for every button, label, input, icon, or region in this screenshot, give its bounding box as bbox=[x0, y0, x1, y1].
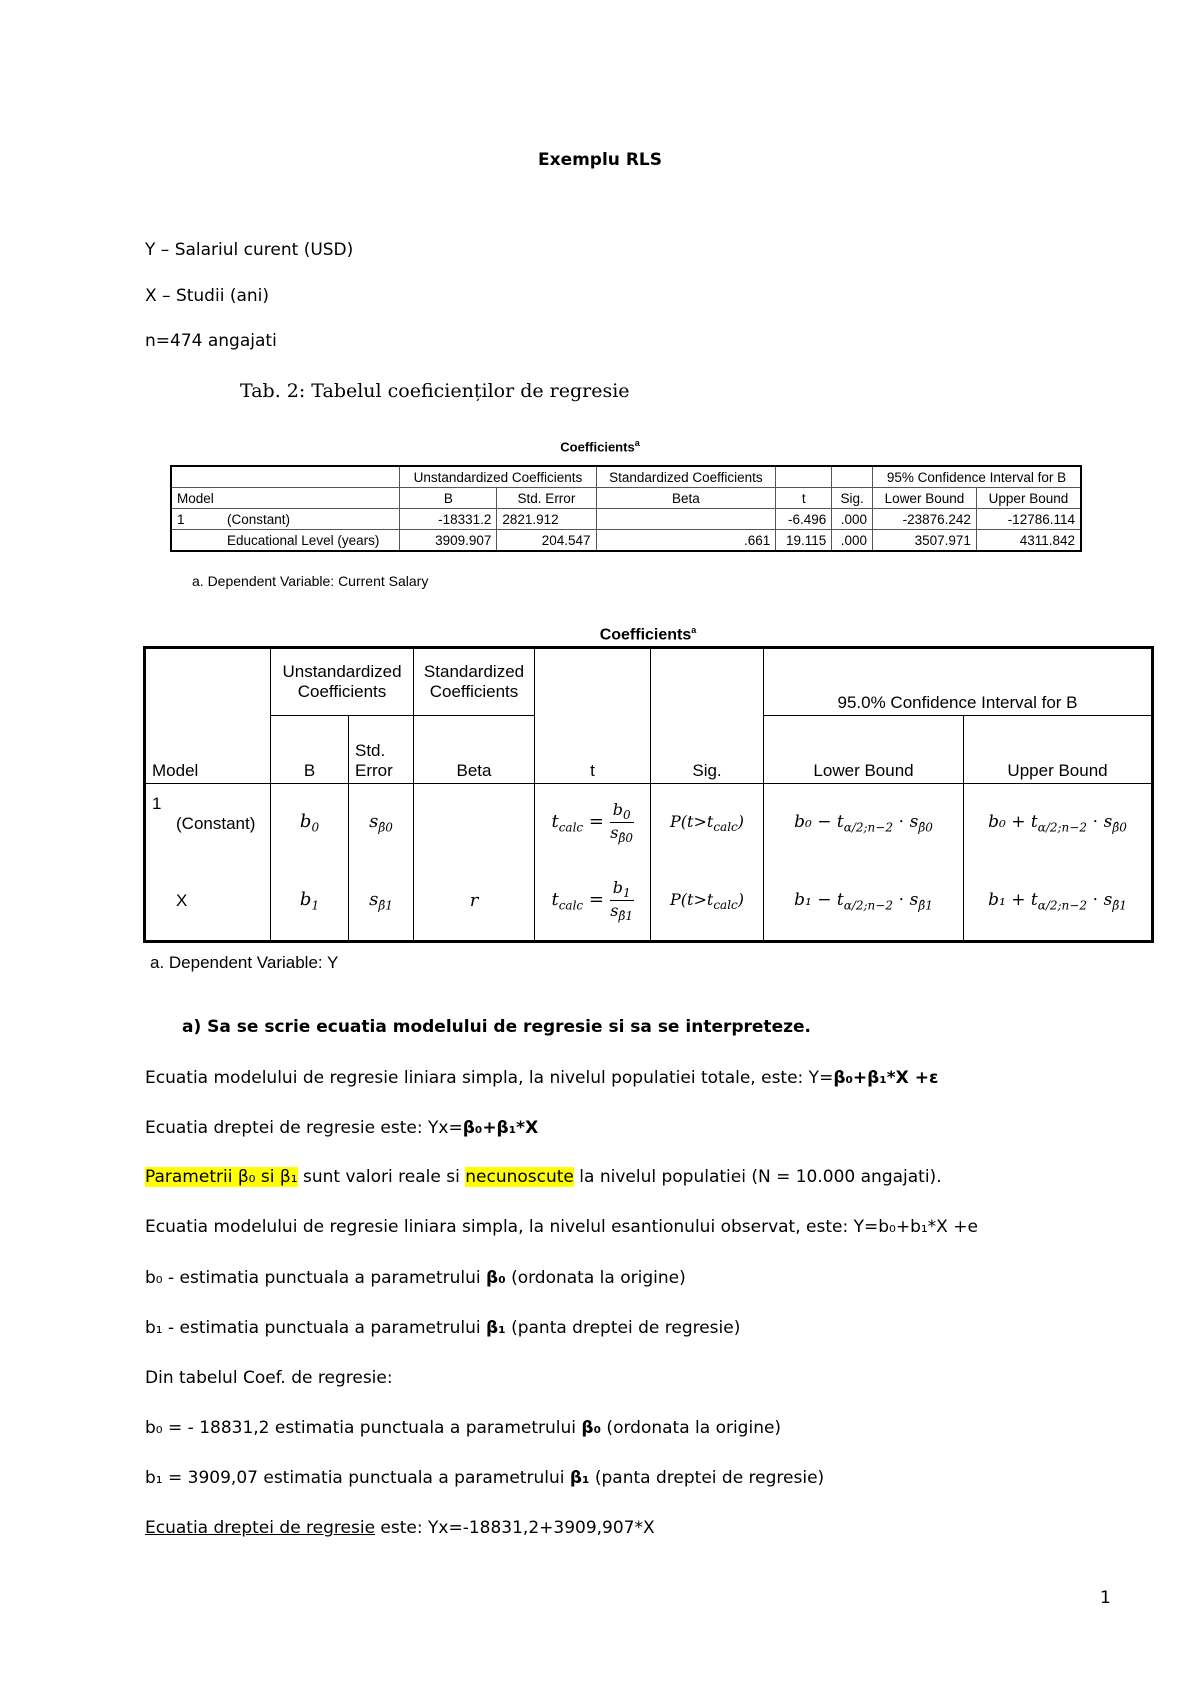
row-t: $t_{calc}$ = $\frac{b_1}{s_{\betâ1}}$ bbox=[535, 862, 651, 942]
row-beta: .661 bbox=[596, 530, 776, 552]
row-t: 19.115 bbox=[776, 530, 832, 552]
header-upper: Upper Bound bbox=[964, 716, 1153, 784]
header-t: t bbox=[776, 488, 832, 509]
row-upper: 4311.842 bbox=[976, 530, 1081, 552]
paragraph-sample-equation: Ecuatia modelului de regresie liniara simpla, la nivelul esantionului observat, este: Y=b₀+b₁*X +e bbox=[145, 1217, 978, 1237]
header-upper: Upper Bound bbox=[976, 488, 1081, 509]
header-model: Model bbox=[171, 488, 400, 509]
row-model: 1 (Constant) bbox=[145, 784, 271, 862]
header-beta: Beta bbox=[596, 488, 776, 509]
paragraph-line-estimate: Ecuatia dreptei de regresie este: Yx=-18831,2+3909,907*X bbox=[145, 1518, 655, 1538]
header-unstd: Unstandardized Coefficients bbox=[400, 466, 596, 488]
header-b: B bbox=[400, 488, 497, 509]
row-se: $s_{\betâ0}$ bbox=[349, 784, 414, 862]
row-lower: $b_0 - t_{\alpha/2;n-2} \cdot s_{\betâ0}$ bbox=[764, 784, 964, 862]
header-ci: 95.0% Confidence Interval for B bbox=[764, 648, 1153, 716]
page-title: Exemplu RLS bbox=[537, 150, 662, 170]
table2-footnote: a. Dependent Variable: Y bbox=[150, 953, 339, 972]
header-sig: Sig. bbox=[651, 716, 764, 784]
row-se: 204.547 bbox=[497, 530, 596, 552]
paragraph-population-equation: Ecuatia modelului de regresie liniara simpla, la nivelul populatiei totale, este: Y=β₀+β₁*X +ε bbox=[145, 1068, 939, 1088]
header-model: Model bbox=[145, 716, 271, 784]
header-std: Standardized Coefficients bbox=[414, 648, 535, 716]
table-caption: Tab. 2: Tabelul coeficienților de regresie bbox=[240, 380, 630, 402]
row-name: Educational Level (years) bbox=[222, 530, 400, 552]
header-unstd: Unstandardized Coefficients bbox=[271, 648, 414, 716]
table-row bbox=[145, 784, 1153, 862]
row-b: -18331.2 bbox=[400, 509, 497, 530]
row-b: 3909.907 bbox=[400, 530, 497, 552]
row-sig: $P(t>t_{calc})$ bbox=[651, 784, 764, 862]
table2-caption: Coefficients$^a$ bbox=[599, 625, 697, 644]
header-se: Std. Error bbox=[497, 488, 596, 509]
row-b: $b_1$ bbox=[271, 862, 349, 942]
row-sig: .000 bbox=[832, 509, 873, 530]
row-name: (Constant) bbox=[222, 509, 400, 530]
row-beta: r bbox=[414, 862, 535, 942]
def-x: X – Studii (ani) bbox=[145, 286, 270, 306]
header-ci: 95% Confidence Interval for B bbox=[873, 466, 1082, 488]
header-lower: Lower Bound bbox=[873, 488, 977, 509]
coefficients-table-formulas bbox=[143, 646, 1154, 943]
row-t: -6.496 bbox=[776, 509, 832, 530]
row-t: $t_{calc}$ = $\frac{b_0}{s_{\betâ0}}$ bbox=[535, 784, 651, 862]
paragraph-b0-def: b₀ - estimatia punctuala a parametrului β₀ (ordonata la origine) bbox=[145, 1268, 686, 1288]
paragraph-b1-value: b₁ = 3909,07 estimatia punctuala a parametrului β₁ (panta dreptei de regresie) bbox=[145, 1468, 825, 1488]
table1-footnote: a. Dependent Variable: Current Salary bbox=[192, 573, 429, 589]
row-upper: -12786.114 bbox=[976, 509, 1081, 530]
table-row bbox=[171, 509, 1081, 530]
row-sig: $P(t>t_{calc})$ bbox=[651, 862, 764, 942]
def-y: Y – Salariul curent (USD) bbox=[145, 240, 354, 260]
row-lower: 3507.971 bbox=[873, 530, 977, 552]
row-beta bbox=[596, 509, 776, 530]
header-b: B bbox=[271, 716, 349, 784]
row-se: $s_{\betâ1}$ bbox=[349, 862, 414, 942]
row-upper: $b_0 + t_{\alpha/2;n-2} \cdot s_{\betâ0}$ bbox=[964, 784, 1153, 862]
coefficients-table-spss bbox=[170, 465, 1082, 552]
paragraph-regression-line: Ecuatia dreptei de regresie este: Yx=β₀+β₁*X bbox=[145, 1118, 539, 1138]
paragraph-from-table: Din tabelul Coef. de regresie: bbox=[145, 1368, 393, 1388]
table-row bbox=[171, 530, 1081, 552]
row-name: X bbox=[145, 862, 271, 942]
row-lower: $b_1 - t_{\alpha/2;n-2} \cdot s_{\betâ1}$ bbox=[764, 862, 964, 942]
def-n: n=474 angajati bbox=[145, 331, 277, 351]
row-b: $b_0$ bbox=[271, 784, 349, 862]
table1-caption: Coefficients$^a$ bbox=[560, 438, 640, 455]
row-beta bbox=[414, 784, 535, 862]
row-model: 1 bbox=[171, 509, 222, 530]
header-std: Standardized Coefficients bbox=[596, 466, 776, 488]
header-lower: Lower Bound bbox=[764, 716, 964, 784]
row-upper: $b_1 + t_{\alpha/2;n-2} \cdot s_{\betâ1}$ bbox=[964, 862, 1153, 942]
table-row bbox=[145, 862, 1153, 942]
row-model bbox=[171, 530, 222, 552]
header-beta: Beta bbox=[414, 716, 535, 784]
header-t: t bbox=[535, 716, 651, 784]
header-sig: Sig. bbox=[832, 488, 873, 509]
paragraph-parameters: Parametrii β₀ si β₁ sunt valori reale si necunoscute la nivelul populatiei (N = 10.000 angajati). bbox=[145, 1167, 942, 1187]
row-se: 2821.912 bbox=[497, 509, 596, 530]
row-lower: -23876.242 bbox=[873, 509, 977, 530]
row-sig: .000 bbox=[832, 530, 873, 552]
page-number: 1 bbox=[1100, 1588, 1111, 1608]
header-se: Std. Error bbox=[349, 716, 414, 784]
paragraph-b1-def: b₁ - estimatia punctuala a parametrului β₁ (panta dreptei de regresie) bbox=[145, 1318, 741, 1338]
section-a-heading: a) Sa se scrie ecuatia modelului de regresie si sa se interpreteze. bbox=[182, 1017, 811, 1037]
paragraph-b0-value: b₀ = - 18831,2 estimatia punctuala a parametrului β₀ (ordonata la origine) bbox=[145, 1418, 782, 1438]
